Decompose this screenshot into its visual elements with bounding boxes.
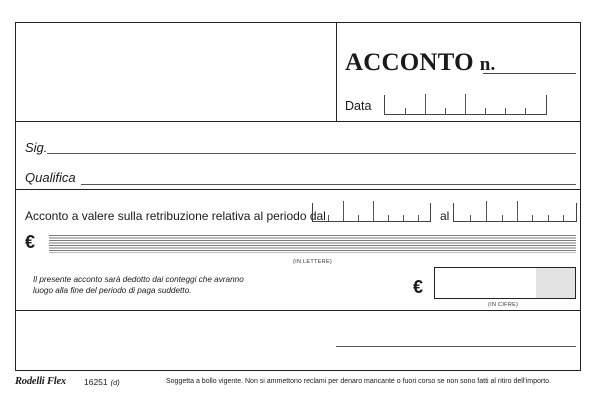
divider-amount [16, 310, 580, 311]
product-code [84, 377, 120, 387]
date-label: Data [345, 99, 372, 113]
date-tick [548, 215, 549, 221]
deduction-note [33, 274, 333, 296]
date-field[interactable] [384, 95, 547, 115]
euro-symbol-figures: € [413, 277, 424, 297]
date-separator [373, 201, 374, 221]
date-tick [470, 215, 471, 221]
footer-disclaimer: Soggetta a bollo vigente. Non si ammettono reclami per denaro mancante o fuori corso se non sono fatti al ritiro dell'importo. [166, 378, 551, 385]
date-tick [505, 108, 506, 114]
period-text: Acconto a valere sulla retribuzione relativa al periodo dal [25, 209, 326, 223]
period-from-field[interactable] [312, 203, 431, 222]
amount-words-field[interactable] [49, 235, 576, 253]
date-separator [465, 94, 466, 114]
date-tick [445, 108, 446, 114]
signature-line[interactable] [336, 346, 576, 347]
date-tick [532, 215, 533, 221]
number-label: n. [479, 54, 496, 75]
euro-symbol-words: € [25, 232, 36, 252]
date-tick [405, 108, 406, 114]
date-tick [358, 215, 359, 221]
divider-fields [16, 189, 580, 190]
title-text: ACCONTO [345, 49, 474, 76]
date-tick [485, 108, 486, 114]
amount-figures-field[interactable] [434, 267, 576, 299]
sig-field[interactable] [47, 153, 576, 154]
date-separator [517, 201, 518, 221]
period-to-field[interactable] [453, 203, 577, 222]
form-title [345, 49, 495, 77]
date-tick [502, 215, 503, 221]
receipt-form [15, 22, 581, 371]
note-line-1: Il presente acconto sarà dedotto dai conteggi che avranno [33, 275, 244, 284]
sig-label: Sig. [25, 140, 48, 155]
date-separator [425, 94, 426, 114]
date-tick [525, 108, 526, 114]
cents-area [536, 268, 575, 298]
qualifica-label: Qualifica [25, 170, 76, 185]
date-tick [563, 215, 564, 221]
number-field[interactable] [483, 73, 576, 74]
date-tick [388, 215, 389, 221]
qualifica-field[interactable] [81, 184, 576, 185]
figures-caption: (IN CIFRE) [488, 302, 519, 308]
al-label: al [440, 209, 450, 223]
date-tick [418, 215, 419, 221]
date-tick [328, 215, 329, 221]
divider-header-vertical [336, 23, 337, 121]
words-caption: (IN LETTERE) [293, 259, 333, 265]
note-line-2: luogo alla fine del periodo di paga suddetto. [33, 286, 192, 295]
date-separator [486, 201, 487, 221]
date-separator [343, 201, 344, 221]
code-number: 16251 [84, 377, 108, 387]
brand-logo: Rodelli Flex [15, 376, 66, 387]
date-tick [403, 215, 404, 221]
code-suffix: (d) [110, 378, 120, 387]
divider-header [16, 121, 580, 122]
